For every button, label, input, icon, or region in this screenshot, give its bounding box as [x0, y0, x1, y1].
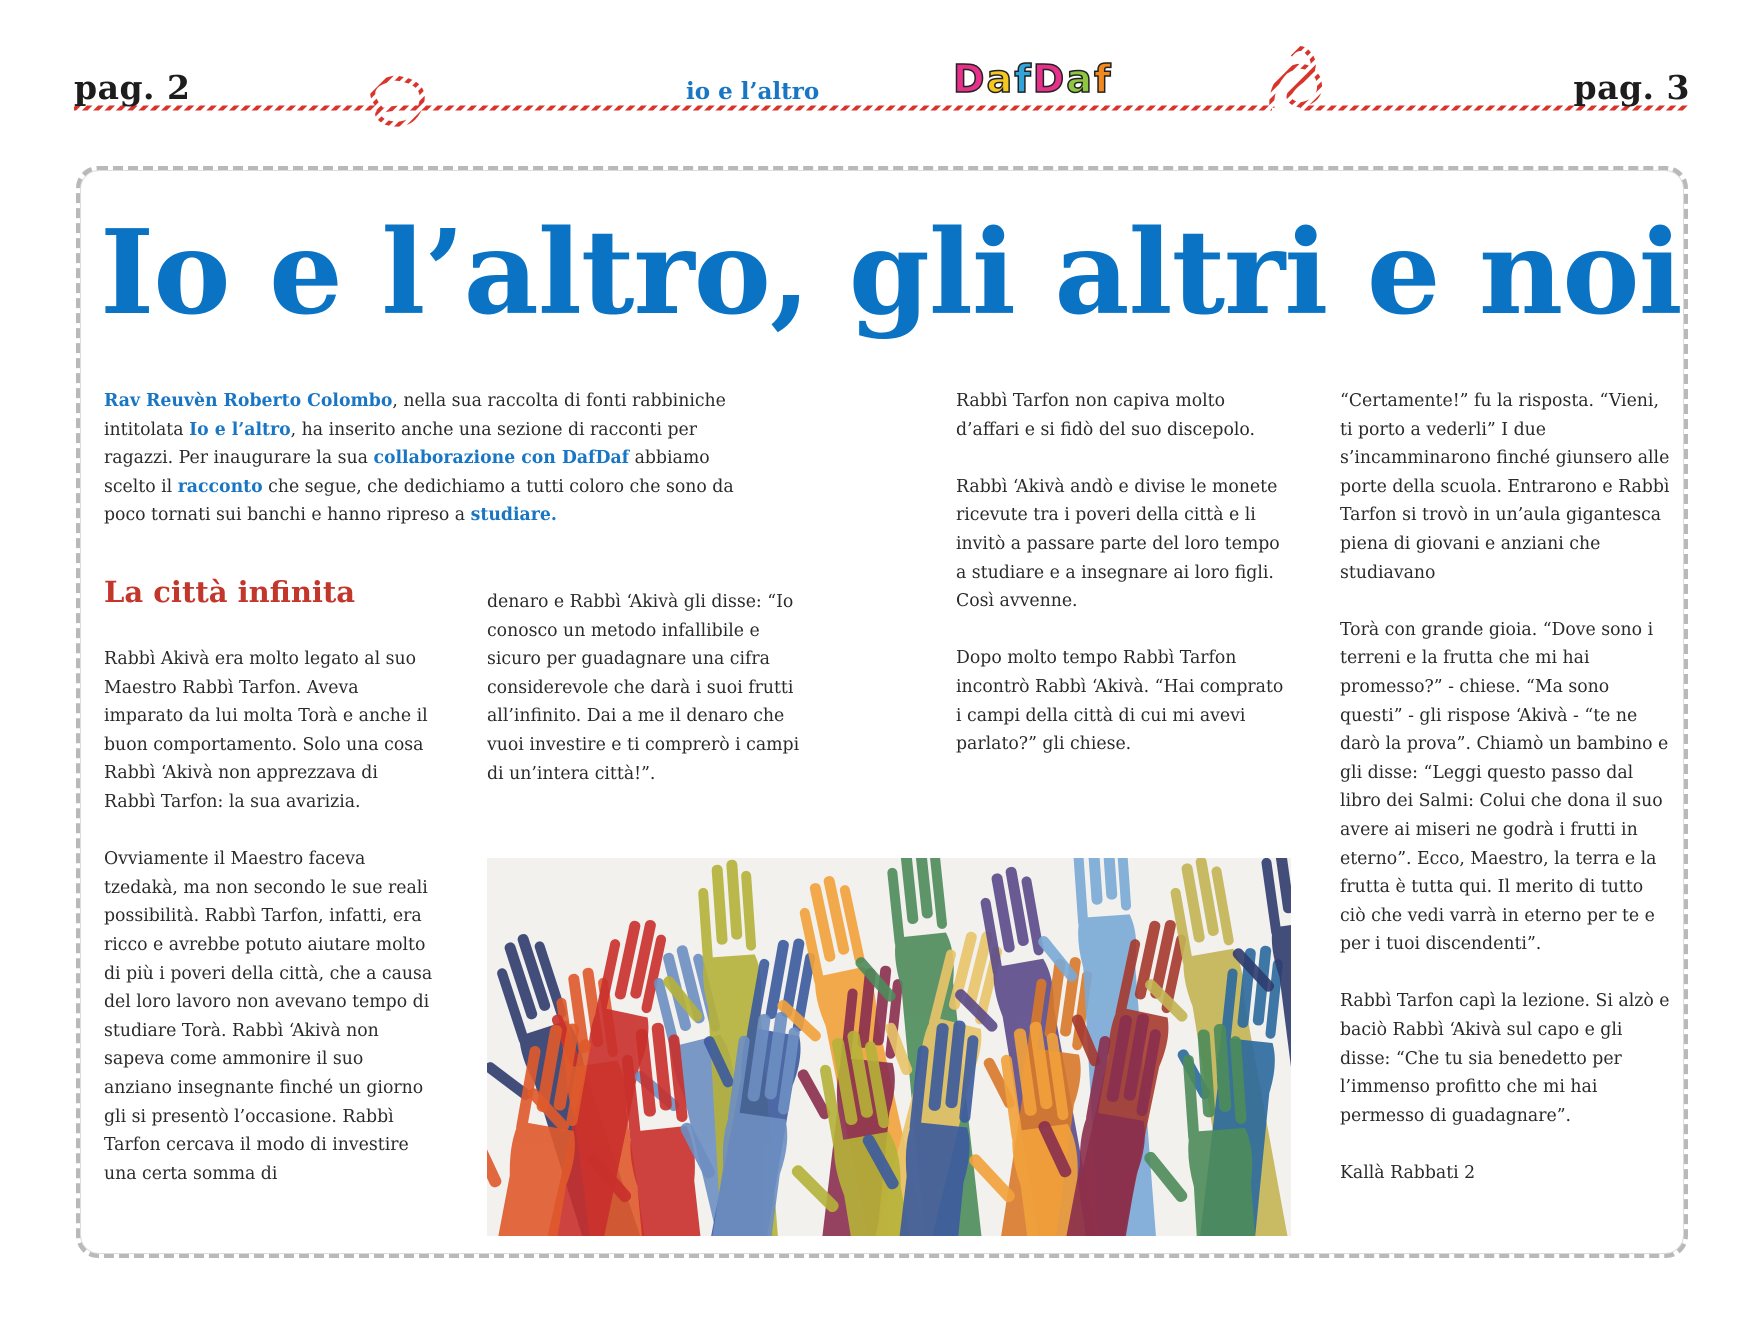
paragraph: Dopo molto tempo Rabbì Tarfon incontrò Rabbì ‘Akivà. “Hai comprato i campi della città di cui mi avevi parlato?” gli chiese.	[956, 648, 1284, 755]
raised-hands-illustration	[487, 858, 1291, 1236]
intro-study: studiare.	[470, 505, 557, 526]
intro-story: racconto	[177, 476, 263, 497]
story-column-4	[1340, 387, 1670, 1188]
logo-letter: f	[1093, 57, 1111, 101]
intro-text: , ha inserito anche una sezione di racconti per ragazzi. Per inaugurare la sua	[104, 419, 698, 469]
paragraph: Rabbì Akivà era molto legato al suo Maestro Rabbì Tarfon. Aveva imparato da lui molta Torà e anche il buon comportamento. Solo una cosa Rabbì ‘Akivà non apprezzava di Rabbì Tarfon: la sua avarizia.	[104, 649, 428, 812]
paragraph: Rabbì ‘Akivà andò e divise le monete ricevute tra i poveri della città e li invitò a passare parte del loro tempo a studiare e a insegnare ai loro figli. Così avvenne.	[956, 476, 1280, 612]
story-subtitle: La città infinita	[104, 575, 356, 609]
paragraph: Rabbì Tarfon capì la lezione. Si alzò e baciò Rabbì ‘Akivà sul capo e gli disse: “Che tu sia benedetto per l’immenso profitto che mi hai permesso di guadagnare”.	[1340, 991, 1670, 1126]
logo-letter: D	[1032, 57, 1065, 101]
hands-svg	[487, 858, 1291, 1236]
logo-letter: D	[953, 57, 985, 101]
story-column-1	[104, 645, 434, 1188]
section-label: io e l’altro	[686, 78, 820, 105]
rope-decoration	[0, 0, 1758, 150]
page-number-right: pag. 3	[1573, 68, 1690, 107]
paragraph: Rabbì Tarfon non capiva molto d’affari e si fidò del suo discepolo.	[956, 391, 1255, 440]
article-title: Io e l’altro, gli altri e noi	[100, 205, 1682, 341]
page-number-left: pag. 2	[74, 68, 191, 107]
source-citation: Kallà Rabbati 2	[1340, 1163, 1476, 1184]
logo-letter: a	[1066, 57, 1092, 101]
intro-book: Io e l’altro	[189, 419, 291, 440]
logo-letter: f	[1014, 57, 1031, 101]
intro-text: , nella sua raccolta di fonti rabbiniche intitolata	[104, 391, 726, 440]
dafdaf-logo	[952, 56, 1112, 108]
intro-text: abbiamo scelto il	[104, 448, 710, 497]
paragraph: Torà con grande gioia. “Dove sono i terreni e la frutta che mi hai promesso?” - chiese. “Ma sono questi” - gli rispose ‘Akivà - “te ne darò la prova”. Chiamò un bambino e gli disse: “Leggi questo passo dal libro dei Salmi: Colui che dona il suo avere ai miseri ne godrà i frutti in eterno”. Ecco, Maestro, la terra e la frutta è tutta qui. Il merito di tutto ciò che vedi varrà in eterno per te e per i tuoi discendenti”.	[1340, 619, 1669, 955]
intro-collab: collaborazione con DafDaf	[373, 448, 630, 469]
story-column-3	[956, 387, 1286, 759]
intro-author: Rav Reuvèn Roberto Colombo	[104, 391, 393, 411]
article-intro	[104, 387, 754, 530]
paragraph: Ovviamente il Maestro faceva tzedakà, ma non secondo le sue reali possibilità. Rabbì Tarfon, infatti, era ricco e avrebbe potuto aiutare molto di più i poveri della città, che a causa del loro lavoro non avevano tempo di studiare Torà. Rabbì ‘Akivà non sapeva come ammonire il suo anziano insegnante finché un giorno gli si presentò l’occasione. Rabbì Tarfon cercava il modo di investire una certa somma di	[104, 849, 433, 1184]
logo-letter: a	[986, 57, 1013, 101]
page-header	[0, 0, 1758, 150]
paragraph: denaro e Rabbì ‘Akivà gli disse: “Io conosco un metodo infallibile e sicuro per guadagnare una cifra considerevole che darà i suoi frutti all’infinito. Dai a me il denaro che vuoi investire e ti comprerò i campi di un’intera città!”.	[487, 592, 800, 784]
story-column-2	[487, 588, 817, 788]
paragraph: “Certamente!” fu la risposta. “Vieni, ti porto a vederli” I due s’incamminarono finché giunsero alle porte della scuola. Entrarono e Rabbì Tarfon si trovò in un’aula gigantesca piena di giovani e anziani che studiavano	[1340, 391, 1670, 583]
intro-text: che segue, che dedichiamo a tutti coloro che sono da poco tornati sui banchi e hanno ripreso a	[104, 476, 734, 526]
